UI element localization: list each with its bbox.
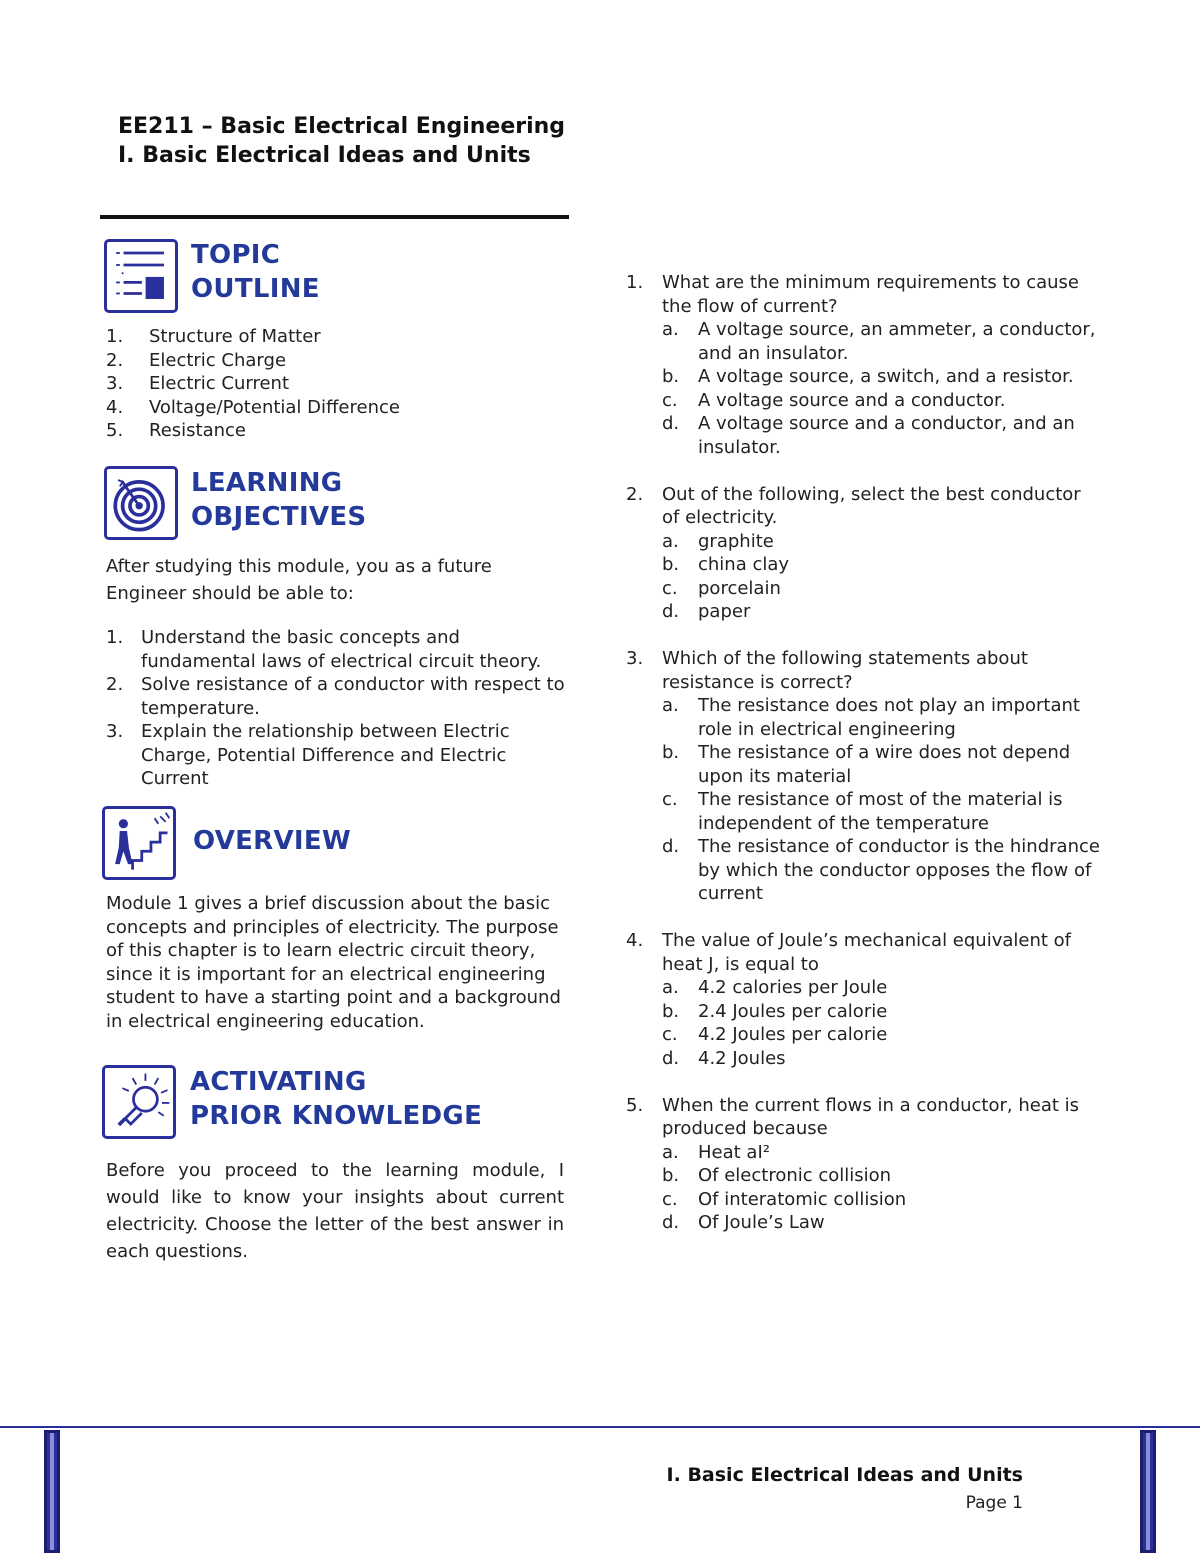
objectives-intro: After studying this module, you as a future Engineer should be able to: [106,556,492,604]
option-letter: d. [662,413,680,434]
overview-heading: OVERVIEW [193,826,351,856]
answer-option [662,741,1101,788]
course-title: EE211 – Basic Electrical Engineering [118,114,566,139]
option-text: A voltage source, an ammeter, a conductor, and an insulator. [698,319,1096,364]
footer-left-bar [44,1430,60,1553]
outline-item-text: Electric Current [149,373,290,394]
prior-knowledge-heading: ACTIVATING PRIOR KNOWLEDGE [190,1067,483,1131]
answer-option [662,600,1101,624]
option-text: 4.2 Joules per calorie [698,1024,888,1045]
option-letter: c. [662,389,678,411]
answer-option [662,788,1101,835]
option-text: 4.2 calories per Joule [698,977,888,998]
question-body [662,929,1101,1070]
outline-item-number: 1. [106,326,124,347]
objective-number: 1. [106,627,124,648]
option-letter: b. [662,1000,680,1022]
question-body [662,647,1101,906]
overview-text: Module 1 gives a brief discussion about the basic concepts and principles of electricity. The purpose of this chapter is to learn electric circuit theory, since it is important for an electrical engineering student to have a starting point and a background in electrical engineering education. [106,893,561,1032]
option-text: A voltage source and a conductor. [698,389,1006,411]
question-number: 1. [626,272,644,293]
header-divider [100,215,569,219]
option-letter: b. [662,366,680,387]
option-text: Of Joule’s Law [698,1212,825,1233]
option-text: A voltage source, a switch, and a resistor. [698,366,1074,387]
answer-option [662,1211,1101,1235]
prior-knowledge-text: Before you proceed to the learning module, I would like to know your insights about current electricity. Choose the letter of the best answer in each questions. [106,1160,564,1262]
target-icon [104,466,178,540]
outline-item-number: 4. [106,396,124,418]
question-body [662,483,1101,624]
option-letter: c. [662,1188,678,1210]
option-letter: a. [662,977,679,998]
outline-list-icon [104,239,178,313]
answer-option [662,530,1101,554]
question-number: 5. [626,1094,644,1116]
answer-option [662,1047,1101,1071]
question-text: When the current flows in a conductor, heat is produced because [662,1094,1080,1139]
question [626,483,1101,624]
answer-option [662,1164,1101,1188]
option-letter: b. [662,554,680,575]
outline-item [106,396,546,420]
answer-option [662,389,1101,413]
topic-outline-list [106,325,546,443]
objective-item [106,673,566,720]
objective-number: 2. [106,674,124,695]
question-text: The value of Joule’s mechanical equivalent of heat J, is equal to [662,930,1071,975]
option-letter: d. [662,836,680,857]
outline-item [106,325,546,349]
option-text: paper [698,601,751,622]
document-header [118,112,565,170]
question-list [626,271,1101,1258]
answer-option [662,412,1101,459]
question-body [662,271,1101,459]
option-letter: d. [662,1047,680,1069]
answer-option [662,1000,1101,1024]
answer-option [662,1023,1101,1047]
question-number: 2. [626,483,644,505]
option-letter: c. [662,1024,678,1045]
objective-item [106,626,566,673]
lightbulb-icon [102,1065,176,1139]
answer-option [662,318,1101,365]
option-letter: b. [662,1165,680,1186]
question-text: What are the minimum requirements to cause the flow of current? [662,272,1079,317]
option-letter: a. [662,1141,679,1163]
footer-module-title: I. Basic Electrical Ideas and Units [666,1464,1023,1486]
module-title: I. Basic Electrical Ideas and Units [118,143,531,168]
option-letter: d. [662,1212,680,1233]
question-number: 4. [626,930,644,951]
option-letter: c. [662,789,678,810]
option-text: porcelain [698,577,781,599]
topic-outline-heading: TOPIC OUTLINE [191,240,320,304]
outline-item-text: Structure of Matter [149,326,321,347]
option-text: Of electronic collision [698,1165,892,1186]
option-text: The resistance does not play an important role in electrical engineering [698,695,1080,740]
answer-option [662,1188,1101,1212]
learning-objectives-list [106,626,566,791]
objective-text: Explain the relationship between Electric Charge, Potential Difference and Electric Current [141,721,510,789]
answer-option [662,976,1101,1000]
option-text: The resistance of a wire does not depend upon its material [698,742,1071,787]
option-text: 2.4 Joules per calorie [698,1000,888,1022]
option-letter: a. [662,319,679,340]
page-number: Page 1 [965,1493,1023,1513]
option-letter: d. [662,601,680,622]
option-text: A voltage source and a conductor, and an insulator. [698,413,1075,458]
footer-right-bar [1140,1430,1156,1553]
option-text: Heat aI² [698,1141,770,1163]
question-number: 3. [626,648,644,669]
objective-text: Solve resistance of a conductor with respect to temperature. [141,674,565,719]
objective-number: 3. [106,721,124,742]
answer-option [662,553,1101,577]
learning-objectives-heading: LEARNING OBJECTIVES [191,468,367,532]
answer-option [662,694,1101,741]
question [626,271,1101,459]
stairs-climb-icon [102,806,176,880]
question-body [662,1094,1101,1235]
answer-option [662,365,1101,389]
answer-option [662,835,1101,906]
question-text: Out of the following, select the best conductor of electricity. [662,483,1081,528]
outline-item-number: 2. [106,349,124,371]
objective-text: Understand the basic concepts and fundamental laws of electrical circuit theory. [141,627,542,672]
option-text: Of interatomic collision [698,1188,907,1210]
objective-item [106,720,566,791]
outline-item-text: Resistance [149,420,246,441]
outline-item [106,349,546,373]
option-text: 4.2 Joules [698,1047,786,1069]
question [626,647,1101,906]
option-text: The resistance of most of the material is independent of the temperature [698,789,1063,834]
option-text: The resistance of conductor is the hindrance by which the conductor opposes the flow of current [698,836,1100,904]
option-letter: b. [662,742,680,763]
outline-item-text: Electric Charge [149,349,287,371]
question [626,1094,1101,1235]
question [626,929,1101,1070]
option-text: china clay [698,554,790,575]
option-text: graphite [698,530,774,552]
answer-option [662,1141,1101,1165]
question-text: Which of the following statements about resistance is correct? [662,648,1028,693]
option-letter: c. [662,577,678,599]
outline-item-number: 3. [106,373,124,394]
option-letter: a. [662,530,679,552]
answer-option [662,577,1101,601]
footer-divider [0,1426,1200,1428]
outline-item-number: 5. [106,420,124,441]
option-letter: a. [662,695,679,716]
outline-item-text: Voltage/Potential Difference [149,396,400,418]
outline-item [106,419,546,443]
outline-item [106,372,546,396]
